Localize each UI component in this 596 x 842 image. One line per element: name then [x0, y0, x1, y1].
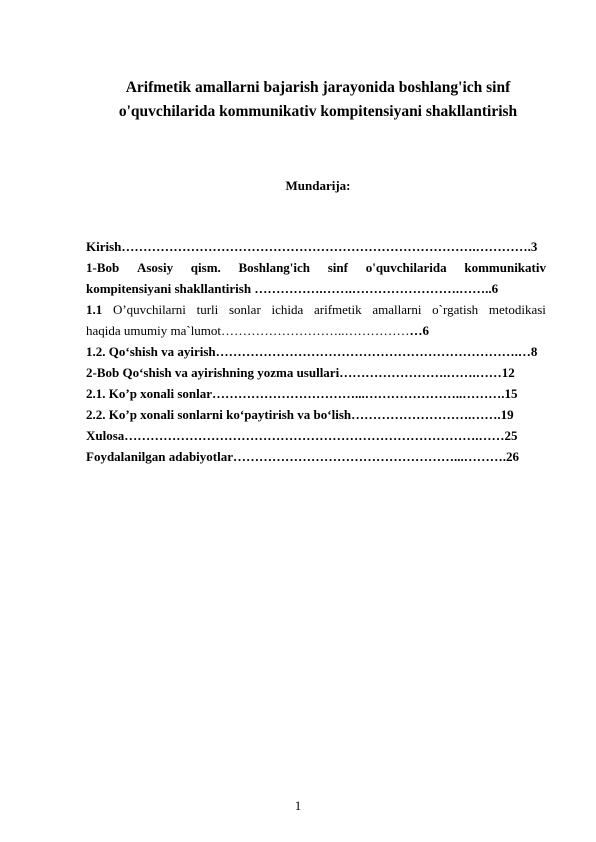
title-line-1: Arifmetik amallarni bajarish jarayonida boshlang'ich sinf	[125, 79, 511, 96]
toc-word: 1-Bob	[86, 260, 120, 275]
toc-entry-xulosa[interactable]: Xulosa……………………………………………………………………….……25	[86, 428, 518, 443]
toc-entry-1-2[interactable]: 1.2. Qo‘shish va ayirish…………………………………………………………….…8	[86, 344, 538, 359]
toc-page-number: …6	[409, 323, 430, 338]
page-number: 1	[294, 798, 302, 813]
toc-entry-1-1-continued[interactable]	[86, 320, 546, 341]
toc-word: Asosiy	[136, 260, 174, 275]
toc-word: sonlar	[229, 302, 261, 317]
toc-entry-1-1[interactable]	[86, 299, 546, 320]
toc-section-number: 1.1	[86, 302, 103, 317]
toc-entry-2-2[interactable]: 2.2. Ko’p xonali sonlarni ko‘paytirish va bo‘lish……………………….…….19	[86, 407, 514, 422]
toc-word: ichida	[271, 302, 304, 317]
contents-heading: Mundarija:	[285, 178, 351, 193]
toc-word: kommunikativ	[464, 260, 546, 275]
toc-entry-2-1[interactable]: 2.1. Ko’p xonali sonlar……………………………...…………………..……….15	[86, 386, 518, 401]
toc-entry-kirish[interactable]: Kirish……………………………………………………………………….………….3	[86, 239, 538, 254]
toc-entry-bob2[interactable]: 2-Bob Qo‘shish va ayirishning yozma usullari…………………….…….……12	[86, 365, 515, 380]
toc-entry-adabiyotlar[interactable]: Foydalanilgan adabiyotlar……………………………………………...……….26	[86, 449, 519, 464]
title-line-2: o'quvchilarida kommunikativ kompitensiyani shakllantirish	[118, 103, 518, 120]
toc-word: turli	[196, 302, 219, 317]
toc-word: o'quvchilarida	[365, 260, 447, 275]
document-title	[60, 76, 576, 124]
toc-word: sinf	[327, 260, 348, 275]
toc-word: O’quvchilarni	[112, 302, 186, 317]
toc-word: arifmetik	[313, 302, 362, 317]
toc-entry-bob1[interactable]	[86, 257, 546, 278]
toc-entry-bob1-continued[interactable]: kompitensiyani shakllantirish …………….…….…………………….……..6	[86, 281, 499, 296]
toc-word: qism.	[190, 260, 221, 275]
toc-word: amallarni	[372, 302, 422, 317]
toc-word: metodikasi	[488, 302, 546, 317]
toc-entry-text: haqida umumiy ma`lumot………………………..……………	[86, 323, 410, 338]
toc-word: o`rgatish	[432, 302, 479, 317]
table-of-contents	[86, 236, 546, 467]
toc-word: Boshlang'ich	[238, 260, 311, 275]
